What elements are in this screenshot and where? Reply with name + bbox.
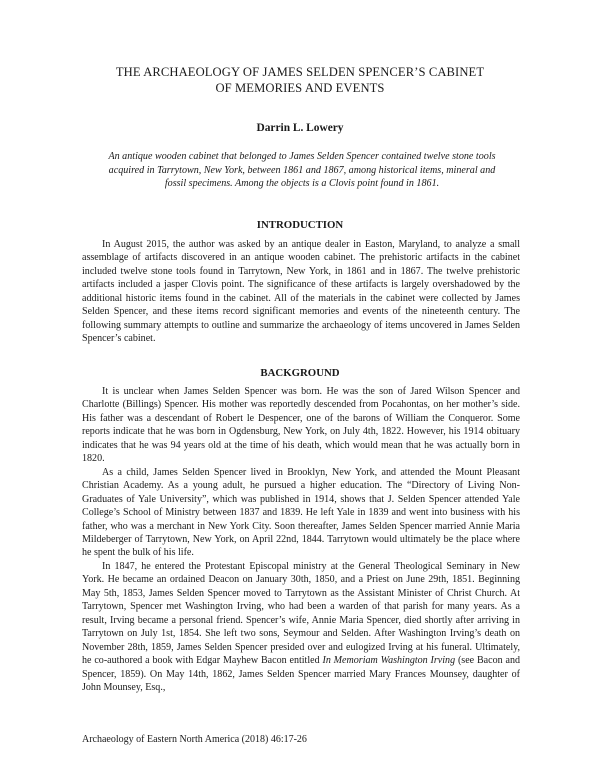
background-paragraph-2: As a child, James Selden Spencer lived in Brooklyn, New York, and attended the Mount Pleasant Christian Academy. As a young adult, he pursued a higher education. The “Directory of Living Non-Graduates of Yale University”, which was published in 1914, shows that J. Selden Spencer attended Yale College’s School of Ministry between 1837 and 1839. He left Yale in 1839 and went into business with his father, who was a merchant in New York City. Soon thereafter, James Selden Spencer married Annie Maria Mildeberger of Tarrytown, New York, on April 22nd, 1844. Tarrytown would ultimately be the place where he spent the bulk of his life. xyxy=(82,466,520,559)
introduction-paragraph: In August 2015, the author was asked by an antique dealer in Easton, Maryland, to analyze a small assemblage of artifacts discovered in an antique wooden cabinet. The prehistoric artifacts in the cabinet included twelve stone tools found in Tarrytown, New York, in 1861 and in 1867. The twelve prehistoric artifacts included a jasper Clovis point. The significance of these artifacts is largely overshadowed by the additional historic items found in the cabinet. All of the materials in the cabinet were collected by James Selden Spencer, and these items record significant memories and events of the nineteenth century. The following summary attempts to outline and summarize the archaeology of items uncovered in James Selden Spencer’s cabinet. xyxy=(82,239,520,345)
paragraph-3-text-a: In 1847, he entered the Protestant Episcopal ministry at the General Theological Seminary in New York. He became an ordained Deacon on January 30th, 1850, and a Priest on June 29th, 1851. Beginning May 5th, 1853, James Selden Spencer moved to Tarrytown as the Assistant Minister of Christ Church. At Tarrytown, Spencer met Washington Irving, who had been a warden of that parish for many years. As a result, Irving became a personal friend. Spencer’s wife, Annie Maria Spencer, died shortly after arriving in Tarrytown on July 1st, 1854. She left two sons, Seymour and Selden. After Washington Irving’s death on November 28th, 1859, James Selden Spencer presided over and eulogized Irving at his funeral. Ultimately, he co-authored a book with Edgar Mayhew Bacon entitled xyxy=(82,560,520,667)
abstract: An antique wooden cabinet that belonged to James Selden Spencer contained twelve stone tools acquired in Tarrytown, New York, between 1861 and 1867, among historical items, mineral and fossil specimens. Among the objects is a Clovis point found in 1861. xyxy=(108,151,496,190)
author-name: Darrin L. Lowery xyxy=(256,122,344,134)
background-heading: BACKGROUND xyxy=(260,367,340,379)
background-paragraph-1: It is unclear when James Selden Spencer was born. He was the son of Jared Wilson Spencer and Charlotte (Billings) Spencer. His mother was reportedly descended from Pocahontas, on her mother’s side. His father was a descendant of Robert le Despencer, one of the barons of William the Conqueror. Some reports indicate that he was born in Ogdensburg, New York, on July 4th, 1822. However, his 1914 obituary indicates that he was 94 years old at the time of his death, which would mean that he was actually born in 1820. xyxy=(82,386,520,465)
background-paragraph-3 xyxy=(82,560,520,695)
paragraph-3-text-b: (see Bacon and Spencer, 1859). On May 14th, 1862, James Selden Spencer married Mary Frances Mounsey, daughter of John Mounsey, Esq., xyxy=(82,655,521,693)
title-line-1: THE ARCHAEOLOGY OF JAMES SELDEN SPENCER’S CABINET xyxy=(115,65,485,79)
background-body xyxy=(82,385,520,694)
title-line-2: OF MEMORIES AND EVENTS xyxy=(215,81,385,95)
introduction-body xyxy=(82,238,520,346)
introduction-heading: INTRODUCTION xyxy=(256,219,344,231)
article-title xyxy=(60,64,540,96)
journal-citation: Archaeology of Eastern North America (2018) 46:17-26 xyxy=(82,734,307,745)
book-title: In Memoriam Washington Irving xyxy=(322,655,456,667)
